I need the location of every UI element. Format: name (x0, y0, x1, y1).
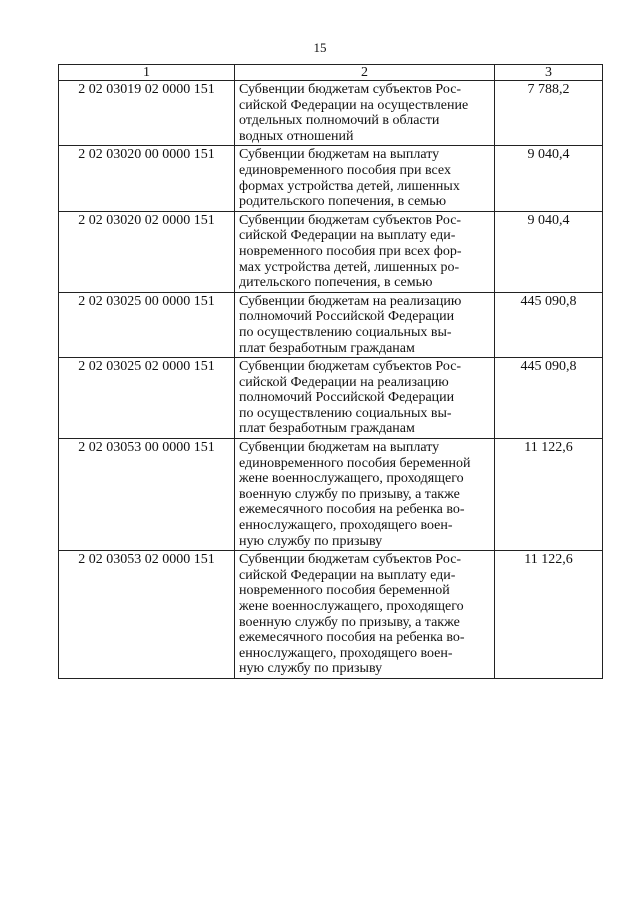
description-line: новременного пособия беременной (239, 583, 450, 599)
description-line: Субвенции бюджетам на выплату (239, 440, 440, 456)
description-line: ную службу по призыву (239, 533, 383, 549)
description-line: Субвенции бюджетам субъектов Рос- (239, 212, 462, 228)
revenue-description (235, 551, 495, 679)
revenue-description (235, 146, 495, 211)
header-column-2: 2 (235, 65, 495, 81)
revenue-description (235, 81, 495, 146)
description-line: Субвенции бюджетам субъектов Рос- (239, 82, 462, 97)
description-line: новременного пособия при всех фор- (239, 243, 462, 259)
description-line: отдельных полномочий в области (239, 113, 440, 129)
description-line: полномочий Российской Федерации (239, 309, 455, 325)
description-line: еннослужащего, проходящего воен- (239, 645, 453, 661)
description-line: сийской Федерации на выплату еди- (239, 228, 456, 244)
description-line: Субвенции бюджетам на выплату (239, 147, 440, 163)
description-line: Субвенции бюджетам на реализацию (239, 293, 462, 309)
description-line: полномочий Российской Федерации (239, 390, 455, 406)
amount-value: 9 040,4 (495, 146, 603, 211)
description-line: военную службу по призыву, а также (239, 486, 460, 502)
description-line: ную службу по призыву (239, 661, 383, 677)
budget-classification-code: 2 02 03020 00 0000 151 (59, 146, 235, 211)
amount-value: 11 122,6 (495, 551, 603, 679)
amount-value: 445 090,8 (495, 292, 603, 357)
budget-classification-code: 2 02 03053 00 0000 151 (59, 439, 235, 551)
budget-classification-code: 2 02 03025 00 0000 151 (59, 292, 235, 357)
description-line: по осуществлению социальных вы- (239, 405, 452, 421)
amount-value: 445 090,8 (495, 358, 603, 439)
description-line: родительского попечения, в семью (239, 194, 447, 210)
description-line: плат безработным гражданам (239, 421, 415, 437)
page-number: 15 (313, 40, 327, 55)
header-column-3: 3 (495, 65, 603, 81)
description-line: по осуществлению социальных вы- (239, 324, 452, 340)
table-row (59, 81, 603, 146)
table-row (59, 551, 603, 679)
amount-value: 7 788,2 (495, 81, 603, 146)
budget-revenue-table (58, 64, 603, 679)
description-line: дительского попечения, в семью (239, 275, 433, 291)
amount-value: 11 122,6 (495, 439, 603, 551)
table-row (59, 439, 603, 551)
description-line: водных отношений (239, 128, 354, 144)
description-line: Субвенции бюджетам субъектов Рос- (239, 359, 462, 375)
description-line: ежемесячного пособия на ребенка во- (239, 502, 465, 518)
table-header-row (59, 65, 603, 81)
amount-value: 9 040,4 (495, 211, 603, 292)
description-line: еннослужащего, проходящего воен- (239, 518, 453, 534)
description-line: Субвенции бюджетам субъектов Рос- (239, 552, 462, 568)
description-line: единовременного пособия при всех (239, 162, 451, 178)
description-line: жене военнослужащего, проходящего (239, 471, 464, 487)
description-line: сийской Федерации на реализацию (239, 374, 449, 390)
table-row (59, 211, 603, 292)
budget-classification-code: 2 02 03053 02 0000 151 (59, 551, 235, 679)
description-line: военную службу по призыву, а также (239, 614, 460, 630)
description-line: мах устройства детей, лишенных ро- (239, 259, 460, 275)
budget-classification-code: 2 02 03025 02 0000 151 (59, 358, 235, 439)
description-line: формах устройства детей, лишенных (239, 178, 460, 194)
description-line: сийской Федерации на выплату еди- (239, 567, 456, 583)
description-line: сийской Федерации на осуществление (239, 97, 469, 113)
revenue-description (235, 292, 495, 357)
description-line: жене военнослужащего, проходящего (239, 599, 464, 614)
header-column-1: 1 (59, 65, 235, 81)
revenue-description (235, 439, 495, 551)
description-line: плат безработным гражданам (239, 340, 415, 356)
budget-classification-code: 2 02 03019 02 0000 151 (59, 81, 235, 146)
budget-classification-code: 2 02 03020 02 0000 151 (59, 211, 235, 292)
table-row (59, 358, 603, 439)
description-line: ежемесячного пособия на ребенка во- (239, 630, 465, 646)
description-line: единовременного пособия беременной (239, 455, 471, 471)
revenue-description (235, 211, 495, 292)
table-row (59, 146, 603, 211)
revenue-description (235, 358, 495, 439)
table-row (59, 292, 603, 357)
